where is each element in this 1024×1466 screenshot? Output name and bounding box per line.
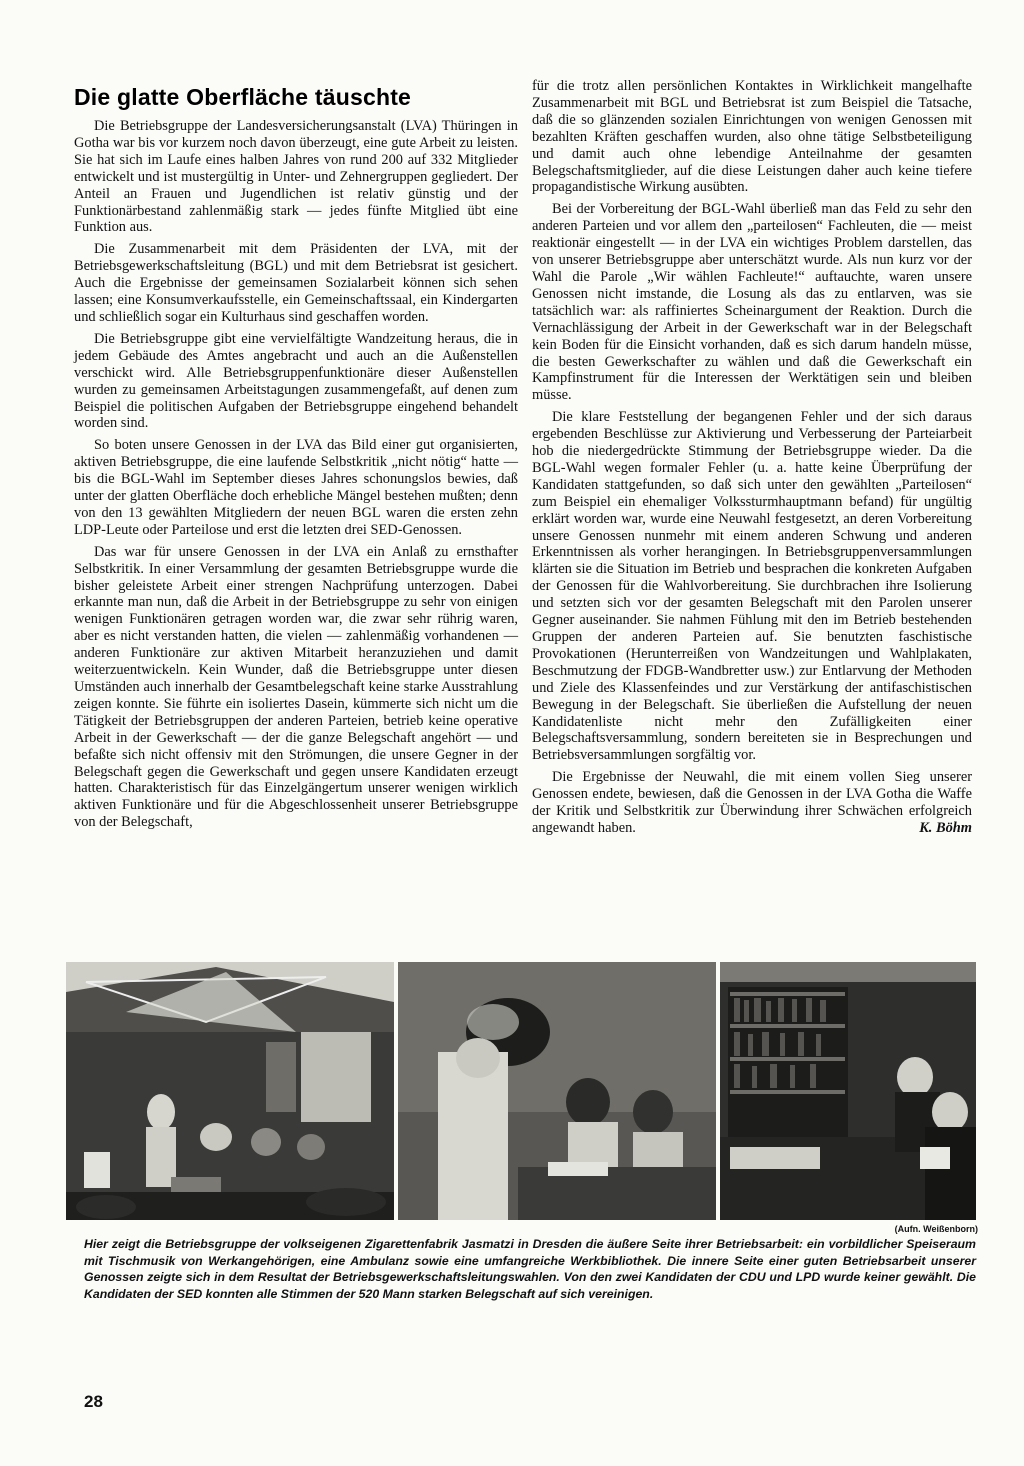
paragraph: Die Betriebsgruppe gibt eine vervielfältigte Wandzeitung heraus, die in jedem Gebäude des Amtes angebracht und auch an die Außenstellen verschickt wird. Alle Betriebsgruppenfunktionäre dieser Außenstellen wurden zu gemeinsamen Arbeitstagungen zusammengefaßt, auf denen zum Beispiel die politischen Aufgaben der Betriebsgruppe eingehend behandelt worden sind. xyxy=(74,330,518,432)
author-signature: K. Böhm xyxy=(919,819,972,836)
photo-strip xyxy=(66,962,976,1220)
photo-credit: (Aufn. Weißenborn) xyxy=(894,1224,978,1234)
paragraph: Die Betriebsgruppe der Landesversicherungsanstalt (LVA) Thüringen in Gotha war bis vor kurzem noch davon überzeugt, eine gute Arbeit zu leisten. Sie hat sich im Laufe eines halben Jahres von rund 200 auf 332 Mitglieder entwickelt und ist mustergültig in Unter- und Zehnergruppen gegliedert. Der Anteil an Frauen und Jugendlichen ist relativ günstig und der Funktionärbestand zahlenmäßig stark — jedes fünfte Mitglied übt eine Funktion aus. xyxy=(74,118,518,236)
photo-dining-hall xyxy=(66,962,394,1220)
paragraph xyxy=(532,769,972,837)
page-number: 28 xyxy=(84,1392,103,1411)
paragraph: So boten unsere Genossen in der LVA das Bild einer gut organisierten, aktiven Betriebsgruppe, die eine laufende Selbstkritik „nicht nötig“ hatte — bis die BGL-Wahl im September dieses Jahres schonungslos bewies, daß unter der glatten Oberfläche doch erhebliche Mängel bestehen mußten; denn von den 13 gewählten Mitgliedern der neuen BGL waren die ersten zehn LDP-Leute oder Parteilose und erst die letzten drei SED-Genossen. xyxy=(74,437,518,538)
article-title: Die glatte Oberfläche täuschte xyxy=(74,84,412,110)
article-left-column xyxy=(74,118,518,836)
paragraph: Die Zusammenarbeit mit dem Präsidenten der LVA, mit der Betriebsgewerkschaftsleitung (BGL) und mit dem Betriebsrat ist gesichert. Auch die Ergebnisse der gemeinsamen Sozialarbeit können sich sehen lassen; eine Konsumverkaufsstelle, ein Gemeinschaftssaal, ein Kindergarten und schließlich sogar ein Kulturhaus sind geschaffen worden. xyxy=(74,241,518,325)
paragraph: Bei der Vorbereitung der BGL-Wahl überließ man das Feld zu sehr den anderen Parteien und vor allem den „parteilosen“ Fachleuten, die — meist reaktionär eingestellt — in der LVA ein wichtiges Problem darstellen, das von unserer Betriebsgruppe aber unterschätzt wurde. Als nun kurz vor der Wahl die Parole „Wir wählen Fachleute!“ auftauchte, waren unsere Genossen nicht imstande, die Losung als das zu entlarven, was sie tatsächlich war: als raffiniertes Scheinargument der Reaktion. Durch die Vernachlässigung der Arbeit in der Gewerkschaft war in der Belegschaft kein Boden für die Einsicht vorhanden, daß es sich darum handeln müsse, die besten Gewerkschafter zu wählen und daß die Gewerkschaft ein Kampfinstrument für die Interessen der Werktätigen sein und bleiben müsse. xyxy=(532,201,972,404)
paragraph: Die klare Feststellung der begangenen Fehler und der sich daraus ergebenden Beschlüsse zur Aktivierung und Verbesserung der Parteiarbeit hob die niedergedrückte Stimmung der Betriebsgruppe wieder. Da die BGL-Wahl wegen formaler Fehler (u. a. hatte keine Überprüfung der Kandidaten stattgefunden, so daß sich unter den gewählten „Parteilosen“ zum Beispiel ein ehemaliger Volkssturmhauptmann befand) für ungültig erklärt worden war, wurde eine Neuwahl festgesetzt, an deren Vorbereitung unsere Genossen nunmehr mit einem anderen Schwung und anderen Erkenntnissen als vorher herangingen. In Betriebsgruppenversammlungen klärten sie die Situation im Betrieb und besprachen die konkreten Aufgaben der Genossen für die Wahlvorbereitung. Sie durchbrachen ihre Isolierung und setzten sich vor der gesamten Belegschaft mit den Parolen unserer Gegner auseinander. Sie nahmen Fühlung mit den im Betrieb bestehenden Gruppen der anderen Parteien auf. Sie benutzten faschistische Provokationen (Herunterreißen von Wandzeitungen und Wahlplakaten, Beschmutzung der FDGB-Wandbretter usw.) zur Entlarvung der Methoden und Ziele des Klassenfeindes und zur Verstärkung der antifaschistischen Bewegung in der Belegschaft. Sie überließen die Aufstellung der neuen Kandidatenliste nicht mehr den Zufälligkeiten einer Belegschaftsversammlung, sondern bereiteten sie in Besprechungen und Betriebsversammlungen sorgfältig vor. xyxy=(532,409,972,764)
article-right-column xyxy=(532,78,972,842)
paragraph: für die trotz allen persönlichen Kontaktes in Wirklichkeit mangelhafte Zusammenarbeit mit BGL und Betriebsrat ist zum Beispiel die Tatsache, daß die so glänzenden sozialen Einrichtungen von wenigen Genossen mit bezahlten Kräften geschaffen wurden, also ohne tätige Selbstbeteiligung und damit auch ohne lebendige Anteilnahme der gesamten Belegschaftsmitglieder, auf die diese Leistungen daher auch keine tiefere propagandistische Wirkung ausübten. xyxy=(532,78,972,196)
photo-library xyxy=(720,962,976,1220)
paragraph: Das war für unsere Genossen in der LVA ein Anlaß zu ernsthafter Selbstkritik. In einer Versammlung der gesamten Betriebsgruppe wurde die bisher geleistete Arbeit einer strengen Nachprüfung unterzogen. Dabei erkannte man nun, daß die Arbeit in der Betriebsgruppe zu sehr von einigen wenigen Funktionären getragen worden war, die zwar sehr rührig waren, aber es nicht verstanden hatten, die vielen — zahlenmäßig vorhandenen — anderen Funktionäre zur aktiven Mitarbeit heranzuziehen und damit weiterzuentwickeln. Kein Wunder, daß die Betriebsgruppe unter diesen Umständen auch innerhalb der Gesamtbelegschaft keine starke Ausstrahlung zeigen konnte. Sie führte ein isoliertes Dasein, kümmerte sich nicht um die Tätigkeit der Betriebsgruppen der anderen Parteien, betrieb keine operative Arbeit in der Gewerkschaft — der die ganze Belegschaft angehört — und befaßte sich nicht offensiv mit den Strömungen, die unsere Gegner in der Belegschaft gegen die Gewerkschaft und gegen unsere Kandidaten erzeugt hatten. Charakteristisch für das Einzelgängertum unserer wenigen wirklich aktiven Funktionäre und für die Abgeschlossenheit unserer Betriebsgruppe von der Belegschaft, xyxy=(74,543,518,831)
photo-caption: Hier zeigt die Betriebsgruppe der volkseigenen Zigarettenfabrik Jasmatzi in Dresden die äußere Seite ihrer Betriebsarbeit: ein vorbildlicher Speiseraum mit Tischmusik von Werkangehörigen, eine Ambulanz sowie eine umfangreiche Werkbibliothek. Die innere Seite einer guten Betriebsarbeit unserer Genossen zeigte sich in dem Resultat der Betriebsgewerkschaftsleitungswahlen. Von den zwei Kandidaten der CDU und LPD wurde keiner gewählt. Die Kandidaten der SED konnten alle Stimmen der 520 Mann starken Belegschaft auf sich vereinigen. xyxy=(84,1237,976,1302)
closing-paragraph-text: Die Ergebnisse der Neuwahl, die mit einem vollen Sieg unserer Genossen endete, bewiesen, daß die Genossen in der LVA Gotha die Waffe der Kritik und Selbstkritik zur Überwindung ihrer Schwächen erfolgreich angewandt haben. xyxy=(532,769,972,836)
photo-infirmary xyxy=(398,962,716,1220)
